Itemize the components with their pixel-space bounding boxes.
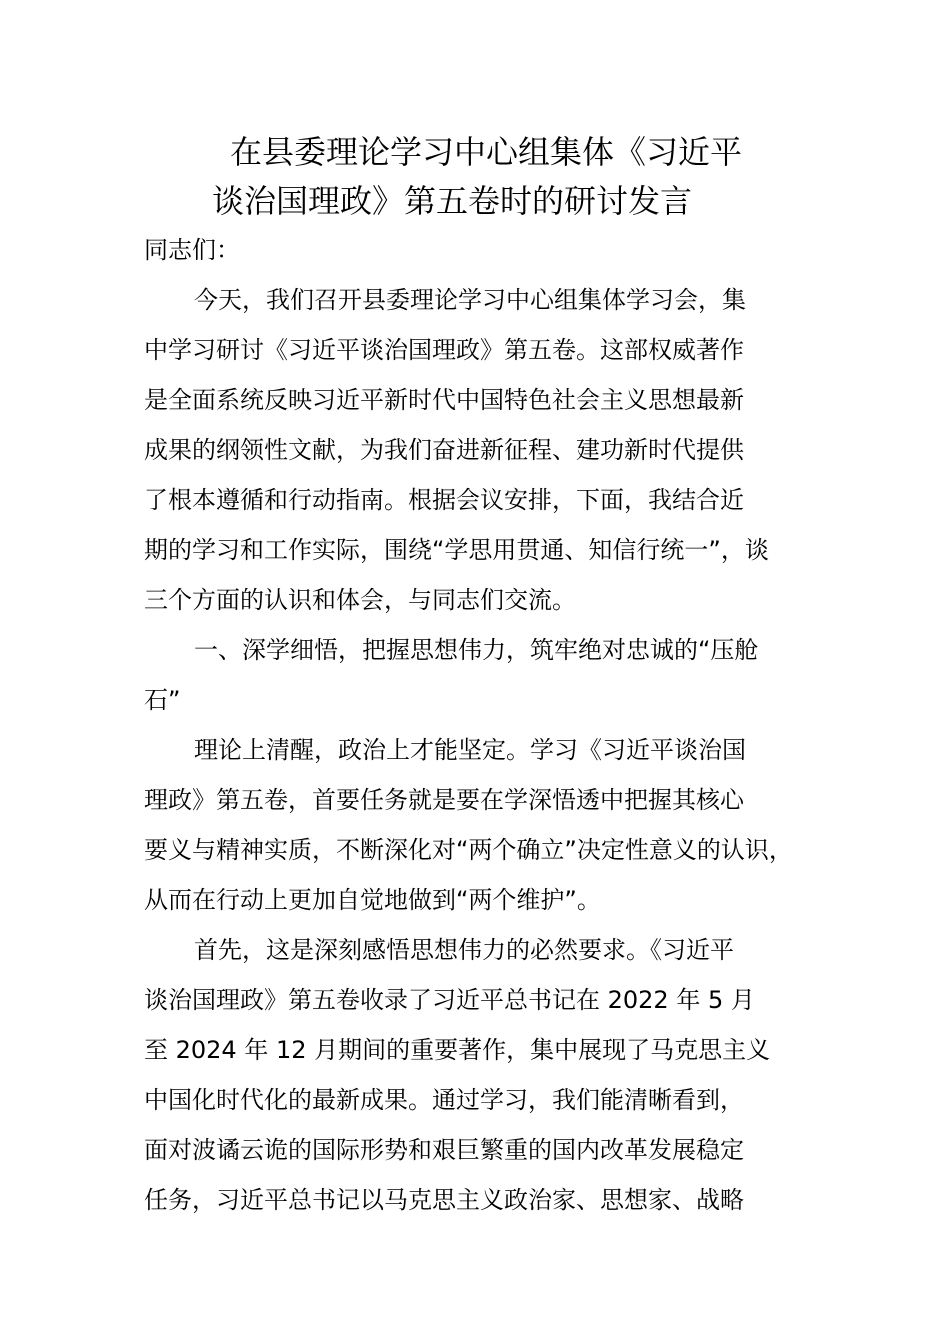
- paragraph-1-line: 成果的纲领性文献，为我们奋进新征程、建功新时代提供: [144, 436, 744, 464]
- section-heading-line: 石”: [144, 686, 181, 714]
- paragraph-1-line: 了根本遵循和行动指南。根据会议安排，下面，我结合近: [144, 486, 744, 514]
- paragraph-1-line: 是全面系统反映习近平新时代中国特色社会主义思想最新: [144, 386, 744, 414]
- paragraph-3-line: 至 2024 年 12 月期间的重要著作，集中展现了马克思主义: [144, 1036, 771, 1064]
- paragraph-3-line: 任务，习近平总书记以马克思主义政治家、思想家、战略: [144, 1186, 744, 1214]
- section-heading-line: 一、深学细悟，把握思想伟力，筑牢绝对忠诚的“压舱: [194, 636, 759, 664]
- paragraph-3-line: 谈治国理政》第五卷收录了习近平总书记在 2022 年 5 月: [144, 986, 755, 1014]
- paragraph-1-line: 三个方面的认识和体会，与同志们交流。: [144, 586, 576, 614]
- paragraph-2-line: 理政》第五卷，首要任务就是要在学深悟透中把握其核心: [144, 786, 744, 814]
- paragraph-1-line: 今天，我们召开县委理论学习中心组集体学习会，集: [194, 286, 746, 314]
- salutation: 同志们：: [144, 236, 240, 264]
- document-title-line-2: 谈治国理政》第五卷时的研讨发言: [212, 182, 693, 220]
- paragraph-3-line: 中国化时代化的最新成果。通过学习，我们能清晰看到，: [144, 1086, 744, 1114]
- paragraph-3-line: 首先，这是深刻感悟思想伟力的必然要求。《习近平: [194, 936, 734, 964]
- paragraph-1-line: 期的学习和工作实际，围绕“学思用贯通、知信行统一”，谈: [144, 536, 769, 564]
- paragraph-2-line: 从而在行动上更加自觉地做到“两个维护”。: [144, 886, 601, 914]
- paragraph-2-line: 理论上清醒，政治上才能坚定。学习《习近平谈治国: [194, 736, 746, 764]
- paragraph-2-line: 要义与精神实质，不断深化对“两个确立”决定性意义的认识，: [144, 836, 793, 864]
- paragraph-3-line: 面对波谲云诡的国际形势和艰巨繁重的国内改革发展稳定: [144, 1136, 744, 1164]
- paragraph-1-line: 中学习研讨《习近平谈治国理政》第五卷。这部权威著作: [144, 336, 744, 364]
- document-title-line-1: 在县委理论学习中心组集体《习近平: [230, 133, 743, 171]
